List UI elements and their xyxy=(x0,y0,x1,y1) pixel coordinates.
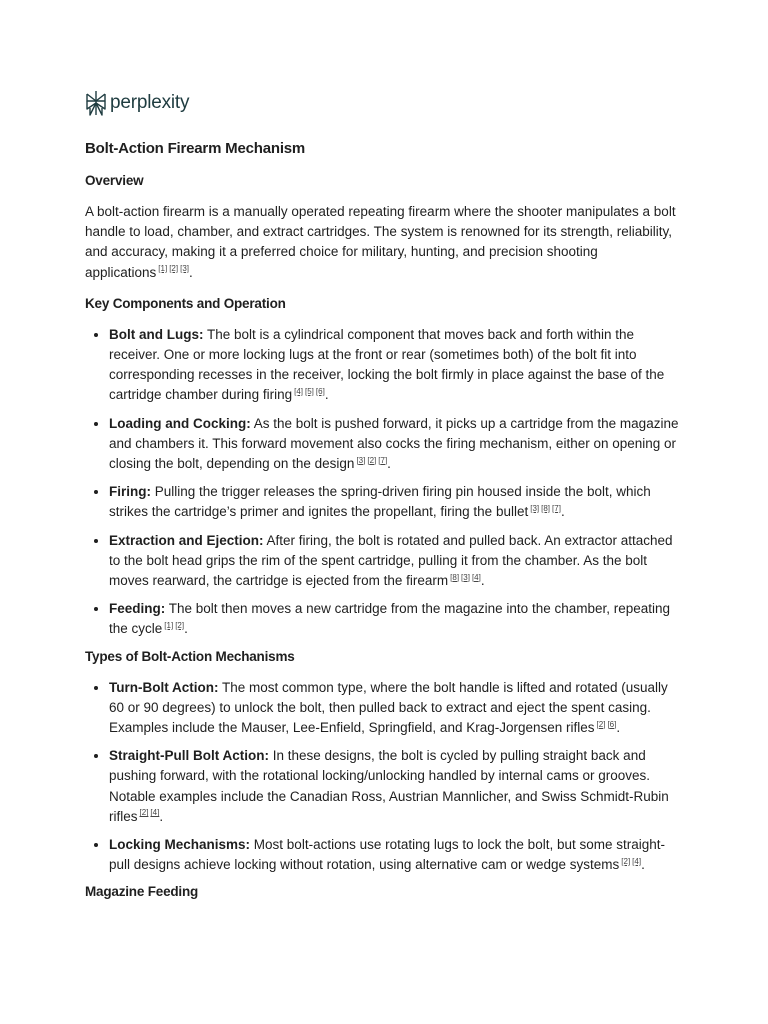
item-label: Loading and Cocking: xyxy=(109,415,251,431)
citation-link[interactable]: [6] xyxy=(607,719,617,729)
citation-link[interactable]: [5] xyxy=(305,386,314,396)
list-item xyxy=(109,678,685,739)
sentence-period: . xyxy=(387,456,391,472)
citation-link[interactable]: [2] xyxy=(139,808,149,818)
list-item xyxy=(109,482,685,522)
item-label: Feeding: xyxy=(109,601,166,617)
sentence-period: . xyxy=(480,573,485,589)
citation-link[interactable]: [6] xyxy=(315,386,325,396)
citation-link[interactable]: [1] xyxy=(164,620,174,630)
citation-link[interactable]: [2] xyxy=(621,856,631,866)
item-label: Locking Mechanisms: xyxy=(109,837,251,853)
citation-link[interactable]: [8] xyxy=(450,572,460,582)
sentence-period: . xyxy=(641,857,645,873)
types-heading: Types of Bolt-Action Mechanisms xyxy=(85,648,295,664)
overview-text: A bolt-action firearm is a manually operated repeating firearm where the shooter manipulates a bolt handle to load, chamber, and extract cartridges. The system is renowned for its strength, reliability, and accuracy, making it a preferred choice for military, hunting, and precision shooting applications xyxy=(85,204,676,280)
item-label: Straight-Pull Bolt Action: xyxy=(109,748,269,764)
citation-link[interactable]: [4] xyxy=(632,856,642,866)
list-item xyxy=(109,599,685,639)
citation-link[interactable]: [2] xyxy=(169,264,179,274)
item-text: The bolt is a cylindrical component that moves back and forth within the receiver. One or more locking lugs at the front or rear (sometimes both) of the bolt fit into corresponding recesses in the receiver, locking the bolt firmly in place against the base of the cartridge chamber during firing xyxy=(109,326,665,403)
citation-link[interactable]: [3] xyxy=(461,572,470,582)
item-label: Bolt and Lugs: xyxy=(109,326,204,342)
sentence-period: . xyxy=(184,621,188,637)
citation-link[interactable]: [7] xyxy=(552,503,561,513)
list-item xyxy=(109,325,685,406)
key-components-list xyxy=(85,325,685,640)
perplexity-logo[interactable] xyxy=(85,90,189,116)
citation-link[interactable]: [7] xyxy=(378,455,388,465)
item-label: Extraction and Ejection: xyxy=(109,532,264,548)
citation-link[interactable]: [1] xyxy=(158,264,168,274)
overview-heading: Overview xyxy=(85,173,144,188)
list-item xyxy=(109,746,685,827)
citation-link[interactable]: [2] xyxy=(175,620,185,630)
citation-link[interactable]: [8] xyxy=(541,503,551,513)
sentence-period: . xyxy=(616,720,621,736)
citation-link[interactable]: [4] xyxy=(150,808,160,818)
overview-paragraph xyxy=(85,202,685,283)
types-list xyxy=(85,678,685,876)
key-components-heading: Key Components and Operation xyxy=(85,295,286,311)
citation-link[interactable]: [2] xyxy=(367,455,377,465)
sentence-period: . xyxy=(159,808,164,824)
citation-link[interactable]: [4] xyxy=(471,572,481,582)
citation-link[interactable]: [2] xyxy=(596,719,606,729)
article xyxy=(85,139,685,913)
citation-link[interactable]: [3] xyxy=(356,455,366,465)
item-text: In these designs, the bolt is cycled by pulling straight back and pushing forward, with the rotational locking/unlocking handled by internal cams or grooves. Notable examples include the Canadian Ross, Austrian Mannlicher, and Swiss Schmidt-Rubin rifles xyxy=(109,748,669,824)
list-item xyxy=(109,414,685,475)
perplexity-logo-icon xyxy=(85,90,107,116)
document-title: Bolt-Action Firearm Mechanism xyxy=(85,140,306,157)
item-text: The most common type, where the bolt handle is lifted and rotated (usually 60 or 90 degrees) to unlock the bolt, then pulled back to extract and eject the spent casing. Examples include the Mauser, Lee-Enfield, Springfield, and Krag-Jorgensen rifles xyxy=(109,679,668,736)
item-text: The bolt then moves a new cartridge from the magazine into the chamber, repeating the cycle xyxy=(109,601,671,637)
item-label: Turn-Bolt Action: xyxy=(109,679,219,695)
item-text: Most bolt-actions use rotating lugs to lock the bolt, but some straight-pull designs achieve locking without rotation, using alternative cam or wedge systems xyxy=(109,837,666,873)
item-text: After firing, the bolt is rotated and pulled back. An extractor attached to the bolt head grips the rim of the spent cartridge, pulling it from the chamber. As the bolt moves rearward, the cartridge is ejected from the firearm xyxy=(109,532,673,589)
list-item xyxy=(109,531,685,592)
brand-name: perplexity xyxy=(110,92,190,113)
item-text: Pulling the trigger releases the spring-driven firing pin housed inside the bolt, which strikes the cartridge’s primer and ignites the propellant, firing the bullet xyxy=(109,484,651,520)
citation-link[interactable]: [3] xyxy=(180,264,190,274)
citation-link[interactable]: [3] xyxy=(530,503,540,513)
magazine-heading: Magazine Feeding xyxy=(85,884,199,900)
sentence-period: . xyxy=(560,504,565,520)
item-label: Firing: xyxy=(109,484,151,500)
sentence-period: . xyxy=(324,387,329,403)
item-text: As the bolt is pushed forward, it picks up a cartridge from the magazine and chambers it. This forward movement also cocks the firing mechanism, either on opening or closing the bolt, depending on the design xyxy=(109,415,679,472)
citation-link[interactable]: [4] xyxy=(294,386,303,396)
sentence-period: . xyxy=(189,264,193,280)
list-item xyxy=(109,835,685,875)
